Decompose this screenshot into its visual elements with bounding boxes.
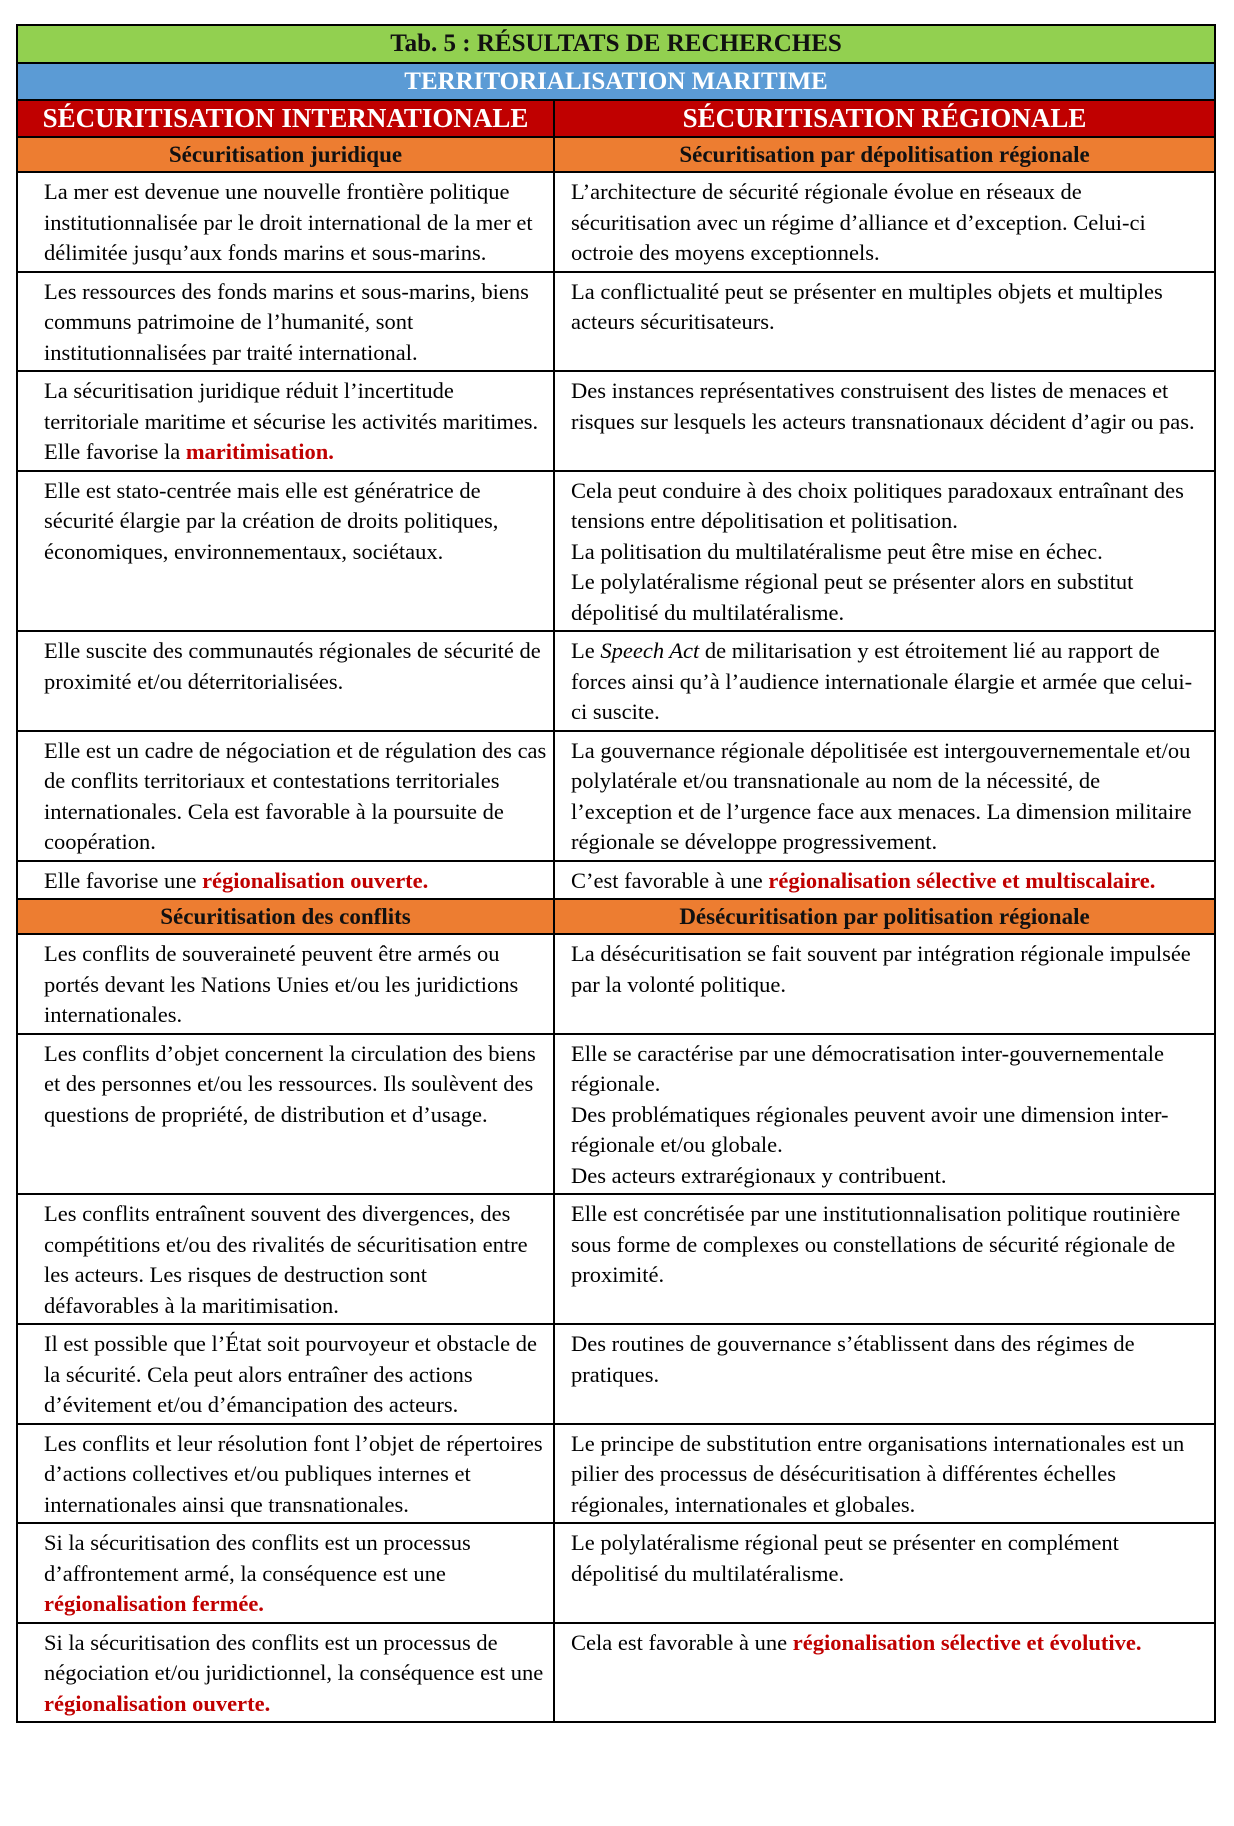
cell-text: La sécuritisation juridique réduit l’incertitude territoriale maritime et sécurise les activités maritimes. Elle favorise la bbox=[44, 378, 539, 464]
cell-text: Elle est concrétisée par une institutionnalisation politique routinière sous forme de complexes ou constellations de sécurité régionale de proximité. bbox=[571, 1201, 1181, 1287]
cell-regional bbox=[554, 731, 1215, 861]
cell-text: Elle favorise une bbox=[44, 867, 203, 893]
cell-text: Les conflits de souveraineté peuvent être armés ou portés devant les Nations Unies et/ou les juridictions internationales. bbox=[44, 941, 519, 1027]
category-heading-right: Sécuritisation par dépolitisation régionale bbox=[554, 137, 1215, 172]
cell-text: La mer est devenue une nouvelle frontière politique institutionnalisée par le droit international de la mer et délimitée jusqu’aux fonds marins et sous-marins. bbox=[44, 179, 533, 265]
cell-line: La politisation du multilatéralisme peut être mise en échec. bbox=[571, 538, 1103, 564]
table-body bbox=[17, 137, 1215, 1722]
cell-international bbox=[17, 1523, 554, 1623]
cell-international bbox=[17, 172, 554, 272]
cell-text: Les ressources des fonds marins et sous-marins, biens communs patrimoine de l’humanité, sont institutionnalisées par traité international. bbox=[44, 278, 529, 365]
cell-text: Des instances représentatives construisent des listes de menaces et risques sur lesquels les acteurs transnationaux décident d’agir ou pas. bbox=[571, 378, 1195, 434]
table-title: Tab. 5 : RÉSULTATS DE RECHERCHES bbox=[17, 25, 1215, 63]
results-table bbox=[16, 24, 1216, 1723]
cell-text: La désécuritisation se fait souvent par intégration régionale impulsée par la volonté politique. bbox=[571, 941, 1191, 997]
cell-text: Des routines de gouvernance s’établissent dans des régimes de pratiques. bbox=[571, 1331, 1135, 1387]
cell-international bbox=[17, 1623, 554, 1723]
table-row bbox=[17, 1523, 1215, 1623]
cell-text: La gouvernance régionale dépolitisée est intergouvernementale et/ou polylatérale et/ou transnationale au nom de la nécessité, de l’exception et de l’urgence face aux menaces. La dimension militaire régionale se développe progressivement. bbox=[571, 737, 1192, 854]
cell-international bbox=[17, 631, 554, 731]
cell-regional bbox=[554, 1194, 1215, 1324]
table-row bbox=[17, 1034, 1215, 1195]
column-header-international: SÉCURITISATION INTERNATIONALE bbox=[17, 100, 554, 137]
cell-text: Le polylatéralisme régional peut se présenter en complément dépolitisé du multilatéralisme. bbox=[571, 1530, 1119, 1586]
cell-regional bbox=[554, 371, 1215, 471]
category-heading-left: Sécuritisation juridique bbox=[17, 137, 554, 172]
cell-regional bbox=[554, 861, 1215, 900]
cell-international bbox=[17, 1424, 554, 1524]
cell-line: Des problématiques régionales peuvent avoir une dimension inter-régionale et/ou globale. bbox=[571, 1101, 1169, 1157]
cell-regional bbox=[554, 172, 1215, 272]
table-row bbox=[17, 1324, 1215, 1424]
cell-text: Elle est un cadre de négociation et de régulation des cas de conflits territoriaux et contestations territoriales internationales. Cela est favorable à la poursuite de coopération. bbox=[44, 737, 547, 854]
cell-regional bbox=[554, 1424, 1215, 1524]
table-subtitle-row bbox=[17, 63, 1215, 100]
cell-international bbox=[17, 934, 554, 1034]
cell-text: La conflictualité peut se présenter en multiples objets et multiples acteurs sécuritisateurs. bbox=[571, 278, 1163, 334]
cell-text-post: de militarisation y est étroitement lié au rapport de forces ainsi qu’à l’audience internationale élargie et armée que celui-ci suscite. bbox=[571, 638, 1193, 724]
table-row bbox=[17, 1424, 1215, 1524]
cell-text: Le principe de substitution entre organisations internationales est un pilier des processus de désécuritisation à différentes échelles régionales, internationales et globales. bbox=[571, 1430, 1185, 1517]
cell-regional bbox=[554, 934, 1215, 1034]
cell-regional bbox=[554, 1034, 1215, 1195]
table-title-row bbox=[17, 25, 1215, 63]
cell-international bbox=[17, 371, 554, 471]
cell-international bbox=[17, 861, 554, 900]
column-header-row bbox=[17, 100, 1215, 137]
table-row bbox=[17, 272, 1215, 372]
cell-highlight: maritimisation. bbox=[185, 439, 334, 464]
cell-text: Elle suscite des communautés régionales de sécurité de proximité et/ou déterritorialisées. bbox=[44, 638, 541, 694]
table-row bbox=[17, 371, 1215, 471]
cell-international bbox=[17, 272, 554, 372]
cell-text: L’architecture de sécurité régionale évolue en réseaux de sécuritisation avec un régime d’alliance et d’exception. Celui-ci octroie des moyens exceptionnels. bbox=[571, 179, 1146, 265]
table-row bbox=[17, 172, 1215, 272]
cell-international bbox=[17, 1034, 554, 1195]
category-heading-left: Sécuritisation des conflits bbox=[17, 899, 554, 934]
cell-highlight: régionalisation sélective et évolutive. bbox=[792, 1629, 1142, 1655]
cell-highlight: régionalisation fermée. bbox=[44, 1591, 264, 1616]
table-row bbox=[17, 934, 1215, 1034]
cell-line: Le polylatéralisme régional peut se présenter alors en substitut dépolitisé du multilatéralisme. bbox=[571, 569, 1134, 625]
cell-text: Si la sécuritisation des conflits est un processus de négociation et/ou juridictionnel, la conséquence est une bbox=[44, 1629, 544, 1685]
cell-text: Les conflits d’objet concernent la circulation des biens et des personnes et/ou les ressources. Ils soulèvent des questions de propriété, de distribution et d’usage. bbox=[44, 1040, 536, 1127]
cell-line: Elle se caractérise par une démocratisation inter-gouvernementale régionale. bbox=[571, 1040, 1165, 1096]
cell-highlight: régionalisation sélective et multiscalaire. bbox=[768, 867, 1156, 893]
cell-italic-term: Speech Act bbox=[600, 638, 700, 663]
column-header-regional: SÉCURITISATION RÉGIONALE bbox=[554, 100, 1215, 137]
table-row bbox=[17, 861, 1215, 900]
cell-international bbox=[17, 471, 554, 632]
cell-international bbox=[17, 1324, 554, 1424]
cell-highlight: régionalisation ouverte. bbox=[202, 867, 429, 893]
cell-international bbox=[17, 731, 554, 861]
cell-text: Les conflits entraînent souvent des divergences, des compétitions et/ou des rivalités de sécuritisation entre les acteurs. Les risques de destruction sont défavorables à la maritimisation. bbox=[44, 1201, 528, 1318]
cell-line: Des acteurs extrarégionaux y contribuent. bbox=[571, 1162, 947, 1188]
cell-highlight: régionalisation ouverte. bbox=[44, 1690, 271, 1716]
results-table-container bbox=[16, 24, 1214, 1723]
table-row bbox=[17, 1194, 1215, 1324]
cell-text: Il est possible que l’État soit pourvoyeur et obstacle de la sécurité. Cela peut alors entraîner des actions d’évitement et/ou d’émancipation des acteurs. bbox=[44, 1331, 538, 1417]
category-heading-right: Désécuritisation par politisation régionale bbox=[554, 899, 1215, 934]
cell-regional bbox=[554, 272, 1215, 372]
table-row bbox=[17, 631, 1215, 731]
category-header-row bbox=[17, 899, 1215, 934]
cell-regional bbox=[554, 1523, 1215, 1623]
table-row bbox=[17, 731, 1215, 861]
cell-text: Cela est favorable à une bbox=[571, 1629, 793, 1655]
category-header-row bbox=[17, 137, 1215, 172]
table-row bbox=[17, 1623, 1215, 1723]
cell-international bbox=[17, 1194, 554, 1324]
cell-text: Les conflits et leur résolution font l’objet de répertoires d’actions collectives et/ou publiques internes et internationales ainsi que transnationales. bbox=[44, 1430, 543, 1517]
cell-text: Si la sécuritisation des conflits est un processus d’affrontement armé, la conséquence est une bbox=[44, 1530, 471, 1586]
cell-regional bbox=[554, 471, 1215, 632]
cell-regional bbox=[554, 631, 1215, 731]
table-row bbox=[17, 471, 1215, 632]
cell-text: Elle est stato-centrée mais elle est génératrice de sécurité élargie par la création de droits politiques, économiques, environnementaux, sociétaux. bbox=[44, 477, 499, 564]
cell-line: Cela peut conduire à des choix politiques paradoxaux entraînant des tensions entre dépolitisation et politisation. bbox=[571, 477, 1184, 533]
cell-text: Le bbox=[571, 638, 601, 663]
table-subtitle: TERRITORIALISATION MARITIME bbox=[17, 63, 1215, 100]
cell-regional bbox=[554, 1324, 1215, 1424]
cell-regional bbox=[554, 1623, 1215, 1723]
cell-text: C’est favorable à une bbox=[571, 867, 769, 893]
